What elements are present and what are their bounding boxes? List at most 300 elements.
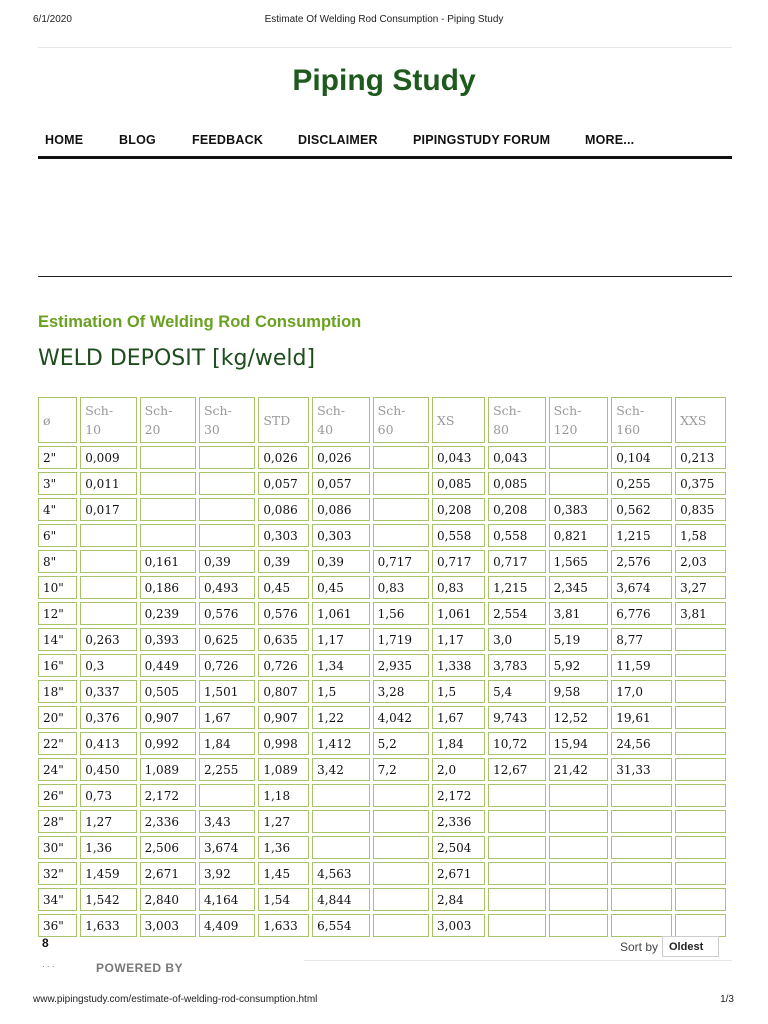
table-cell: 6,554 [312, 914, 369, 937]
table-cell [675, 732, 726, 755]
table-row [38, 498, 726, 521]
table-cell: 5,2 [373, 732, 429, 755]
table-cell: 1,089 [140, 758, 196, 781]
dots-icon: · · · [42, 962, 55, 971]
pipe-size-cell: 28" [38, 810, 77, 833]
table-cell: 0,505 [140, 680, 196, 703]
table-cell: 3,92 [199, 862, 255, 885]
table-cell [488, 784, 545, 807]
table-cell: 0,085 [432, 472, 485, 495]
table-cell: 0,043 [488, 446, 545, 469]
table-cell: 3,783 [488, 654, 545, 677]
table-heading: WELD DEPOSIT [kg/weld] [38, 346, 316, 371]
pipe-size-cell: 24" [38, 758, 77, 781]
table-cell: 0,383 [549, 498, 609, 521]
column-header [432, 397, 485, 443]
table-cell [488, 862, 545, 885]
table-cell: 1,22 [312, 706, 369, 729]
table-cell [549, 836, 609, 859]
column-header-sublabel: 80 [493, 422, 509, 437]
table-cell: 0,086 [258, 498, 309, 521]
table-cell: 1,633 [80, 914, 136, 937]
page-number: 1/3 [720, 994, 734, 1005]
table-cell: 12,52 [549, 706, 609, 729]
table-cell: 0,635 [258, 628, 309, 651]
column-header-sublabel: 120 [553, 422, 578, 437]
table-cell: 1,459 [80, 862, 136, 885]
table-row [38, 888, 726, 911]
table-cell [312, 836, 369, 859]
table-cell [80, 576, 136, 599]
table-cell [373, 784, 429, 807]
table-cell: 0,821 [549, 524, 609, 547]
weld-deposit-table [35, 394, 729, 940]
table-cell: 24,56 [611, 732, 672, 755]
table-cell [373, 810, 429, 833]
table-cell [675, 706, 726, 729]
table-cell: 1,27 [80, 810, 136, 833]
table-cell: 1,58 [675, 524, 726, 547]
column-header-sublabel: 160 [616, 422, 641, 437]
table-cell [199, 524, 255, 547]
table-cell: 1,84 [432, 732, 485, 755]
table-cell: 4,844 [312, 888, 369, 911]
pipe-size-cell: 4" [38, 498, 77, 521]
table-cell: 0,303 [258, 524, 309, 547]
table-cell: 1,633 [258, 914, 309, 937]
table-cell: 1,67 [432, 706, 485, 729]
table-cell: 1,215 [611, 524, 672, 547]
table-cell: 0,450 [80, 758, 136, 781]
header-divider [38, 47, 732, 48]
table-cell [199, 784, 255, 807]
table-cell [373, 888, 429, 911]
table-cell [611, 888, 672, 911]
table-cell: 0,807 [258, 680, 309, 703]
table-cell: 8,77 [611, 628, 672, 651]
table-cell: 31,33 [611, 758, 672, 781]
table-cell: 0,992 [140, 732, 196, 755]
print-header [0, 14, 768, 30]
pipe-size-cell: 10" [38, 576, 77, 599]
table-cell: 0,213 [675, 446, 726, 469]
column-header [258, 397, 309, 443]
table-cell: 0,83 [373, 576, 429, 599]
table-cell [373, 862, 429, 885]
table-cell [80, 550, 136, 573]
table-cell [675, 654, 726, 677]
table-cell: 0,043 [432, 446, 485, 469]
table-cell: 4,164 [199, 888, 255, 911]
pipe-size-cell: 12" [38, 602, 77, 625]
table-cell: 1,67 [199, 706, 255, 729]
table-row [38, 862, 726, 885]
table-cell: 4,563 [312, 862, 369, 885]
table-cell: 4,042 [373, 706, 429, 729]
print-date: 6/1/2020 [33, 14, 72, 25]
table-cell: 0,998 [258, 732, 309, 755]
table-cell: 0,907 [140, 706, 196, 729]
table-cell: 17,0 [611, 680, 672, 703]
pipe-size-cell: 6" [38, 524, 77, 547]
column-header-label: ø [43, 412, 51, 428]
table-row [38, 836, 726, 859]
table-cell: 0,263 [80, 628, 136, 651]
column-header-sublabel: 20 [144, 422, 161, 437]
table-cell: 0,717 [432, 550, 485, 573]
pipe-size-cell: 3" [38, 472, 77, 495]
table-cell: 1,54 [258, 888, 309, 911]
table-cell: 0,907 [258, 706, 309, 729]
table-cell: 0,057 [312, 472, 369, 495]
table-cell [675, 810, 726, 833]
table-cell: 5,19 [549, 628, 609, 651]
column-header-label: Sch- [616, 403, 645, 418]
table-cell [140, 446, 196, 469]
pipe-size-cell: 26" [38, 784, 77, 807]
table-cell: 4,409 [199, 914, 255, 937]
table-cell [549, 810, 609, 833]
table-cell: 0,208 [432, 498, 485, 521]
sort-select[interactable]: Oldest [662, 936, 719, 957]
table-cell: 1,27 [258, 810, 309, 833]
table-cell [675, 628, 726, 651]
table-cell [675, 758, 726, 781]
column-header-sublabel: 40 [317, 422, 334, 437]
column-header-label: Sch- [553, 403, 582, 418]
table-cell: 0,186 [140, 576, 196, 599]
table-cell: 2,172 [432, 784, 485, 807]
pipe-size-cell: 2" [38, 446, 77, 469]
table-cell [199, 472, 255, 495]
table-cell: 0,73 [80, 784, 136, 807]
powered-by-label: POWERED BY [96, 961, 184, 975]
table-cell: 1,719 [373, 628, 429, 651]
table-cell: 0,017 [80, 498, 136, 521]
table-cell: 0,3 [80, 654, 136, 677]
table-cell [488, 836, 545, 859]
table-cell: 0,085 [488, 472, 545, 495]
table-cell [488, 810, 545, 833]
table-cell: 0,161 [140, 550, 196, 573]
table-cell: 0,562 [611, 498, 672, 521]
table-cell: 0,026 [312, 446, 369, 469]
comments-divider [304, 960, 732, 961]
table-cell: 0,45 [312, 576, 369, 599]
pipe-size-cell: 36" [38, 914, 77, 937]
table-cell: 1,061 [312, 602, 369, 625]
content-divider [38, 276, 732, 277]
table-cell: 0,057 [258, 472, 309, 495]
table-cell [675, 836, 726, 859]
table-cell [199, 446, 255, 469]
table-cell: 1,36 [80, 836, 136, 859]
table-cell: 2,255 [199, 758, 255, 781]
table-cell: 3,42 [312, 758, 369, 781]
table-row [38, 602, 726, 625]
table-cell: 2,935 [373, 654, 429, 677]
table-cell: 1,5 [312, 680, 369, 703]
table-cell: 1,565 [549, 550, 609, 573]
table-cell: 2,576 [611, 550, 672, 573]
table-row [38, 576, 726, 599]
table-cell: 1,56 [373, 602, 429, 625]
nav-item-disclaimer[interactable]: DISCLAIMER [298, 133, 378, 147]
column-header [488, 397, 545, 443]
table-cell: 3,003 [140, 914, 196, 937]
table-row [38, 680, 726, 703]
table-cell: 15,94 [549, 732, 609, 755]
table-cell: 0,239 [140, 602, 196, 625]
column-header-sublabel: 30 [203, 422, 220, 437]
pipe-size-cell: 34" [38, 888, 77, 911]
table-cell: 5,92 [549, 654, 609, 677]
column-header [80, 397, 136, 443]
pipe-size-cell: 16" [38, 654, 77, 677]
column-header-label: Sch- [493, 403, 521, 418]
column-header [38, 397, 77, 443]
table-cell: 2,84 [432, 888, 485, 911]
table-cell: 19,61 [611, 706, 672, 729]
pipe-size-cell: 14" [38, 628, 77, 651]
table-cell: 0,255 [611, 472, 672, 495]
nav-item-blog[interactable]: BLOG [119, 133, 156, 147]
table-cell: 0,717 [488, 550, 545, 573]
table-row [38, 758, 726, 781]
column-header-label: XS [437, 412, 455, 428]
table-cell: 0,39 [312, 550, 369, 573]
pipe-size-cell: 30" [38, 836, 77, 859]
table-cell: 0,39 [199, 550, 255, 573]
table-cell: 3,81 [549, 602, 609, 625]
table-cell: 0,376 [80, 706, 136, 729]
table-row [38, 446, 726, 469]
table-cell: 0,835 [675, 498, 726, 521]
table-cell [549, 784, 609, 807]
table-cell: 5,4 [488, 680, 545, 703]
table-cell: 0,413 [80, 732, 136, 755]
page-url: www.pipingstudy.com/estimate-of-welding-rod-consumption.html [33, 994, 318, 1005]
table-cell: 3,81 [675, 602, 726, 625]
table-cell: 2,506 [140, 836, 196, 859]
table-cell: 0,026 [258, 446, 309, 469]
table-cell: 6,776 [611, 602, 672, 625]
table-cell: 3,003 [432, 914, 485, 937]
table-cell: 0,375 [675, 472, 726, 495]
table-cell [675, 680, 726, 703]
table-cell: 1,089 [258, 758, 309, 781]
nav-item-more[interactable]: MORE... [585, 133, 635, 147]
table-cell: 1,18 [258, 784, 309, 807]
table-row [38, 706, 726, 729]
pipe-size-cell: 22" [38, 732, 77, 755]
table-cell [549, 888, 609, 911]
table-cell [549, 472, 609, 495]
table-cell: 0,303 [312, 524, 369, 547]
table-cell: 1,338 [432, 654, 485, 677]
table-cell: 2,0 [432, 758, 485, 781]
table-cell: 0,625 [199, 628, 255, 651]
print-footer [0, 994, 768, 1010]
nav-item-home[interactable]: HOME [45, 133, 84, 147]
nav-item-forum[interactable]: PIPINGSTUDY FORUM [413, 133, 551, 147]
column-header [611, 397, 672, 443]
column-header [199, 397, 255, 443]
table-cell [373, 498, 429, 521]
table-cell: 3,27 [675, 576, 726, 599]
table-cell: 2,671 [432, 862, 485, 885]
table-cell [611, 810, 672, 833]
column-header-label: Sch- [144, 403, 173, 418]
table-cell: 2,345 [549, 576, 609, 599]
column-header-sublabel: 60 [377, 422, 394, 437]
table-cell: 1,45 [258, 862, 309, 885]
table-cell [312, 784, 369, 807]
table-cell [373, 836, 429, 859]
main-navigation [38, 128, 732, 159]
table-cell: 2,504 [432, 836, 485, 859]
table-cell [373, 524, 429, 547]
table-cell [140, 472, 196, 495]
table-cell: 0,717 [373, 550, 429, 573]
table-cell: 0,009 [80, 446, 136, 469]
table-header-row [38, 397, 726, 443]
table-cell: 0,449 [140, 654, 196, 677]
table-cell [611, 784, 672, 807]
column-header-label: Sch- [317, 403, 346, 418]
table-cell: 0,086 [312, 498, 369, 521]
table-row [38, 472, 726, 495]
table-cell: 0,011 [80, 472, 136, 495]
table-cell: 7,2 [373, 758, 429, 781]
table-cell [611, 836, 672, 859]
column-header-label: XXS [680, 412, 707, 428]
column-header [140, 397, 196, 443]
column-header [675, 397, 726, 443]
table-cell: 0,337 [80, 680, 136, 703]
column-header [312, 397, 369, 443]
pipe-size-cell: 32" [38, 862, 77, 885]
table-cell: 0,83 [432, 576, 485, 599]
table-cell [675, 862, 726, 885]
table-cell [675, 784, 726, 807]
table-cell: 1,17 [432, 628, 485, 651]
table-row [38, 784, 726, 807]
table-cell: 9,743 [488, 706, 545, 729]
table-cell [80, 524, 136, 547]
table-row [38, 810, 726, 833]
column-header-label: Sch- [203, 403, 232, 418]
table-cell: 1,36 [258, 836, 309, 859]
table-cell: 0,726 [258, 654, 309, 677]
table-cell: 0,104 [611, 446, 672, 469]
table-cell: 1,412 [312, 732, 369, 755]
table-cell: 2,03 [675, 550, 726, 573]
table-cell: 2,336 [432, 810, 485, 833]
table-cell: 2,172 [140, 784, 196, 807]
table-cell: 1,501 [199, 680, 255, 703]
table-cell: 0,576 [199, 602, 255, 625]
table-cell: 2,840 [140, 888, 196, 911]
column-header-label: STD [263, 412, 291, 428]
table-cell: 0,726 [199, 654, 255, 677]
table-cell: 2,336 [140, 810, 196, 833]
table-cell [549, 446, 609, 469]
column-header-sublabel: 10 [85, 422, 102, 437]
table-cell [199, 498, 255, 521]
column-header-label: Sch- [377, 403, 406, 418]
table-cell [488, 888, 545, 911]
pipe-size-cell: 18" [38, 680, 77, 703]
table-row [38, 654, 726, 677]
table-cell: 9,58 [549, 680, 609, 703]
table-cell: 0,558 [488, 524, 545, 547]
column-header [373, 397, 429, 443]
table-cell [140, 524, 196, 547]
pipe-size-cell: 8" [38, 550, 77, 573]
table-cell [80, 602, 136, 625]
table-cell [373, 446, 429, 469]
post-title: Estimation Of Welding Rod Consumption [38, 313, 362, 331]
table-cell: 10,72 [488, 732, 545, 755]
table-row [38, 732, 726, 755]
table-cell [140, 498, 196, 521]
table-cell: 3,674 [199, 836, 255, 859]
sort-label: Sort by [620, 940, 659, 954]
table-cell: 21,42 [549, 758, 609, 781]
table-cell: 1,17 [312, 628, 369, 651]
table-cell: 0,393 [140, 628, 196, 651]
table-cell: 2,671 [140, 862, 196, 885]
table-cell: 1,5 [432, 680, 485, 703]
table-cell: 3,43 [199, 810, 255, 833]
table-cell: 0,208 [488, 498, 545, 521]
table-cell: 3,28 [373, 680, 429, 703]
table-cell: 0,39 [258, 550, 309, 573]
table-cell: 0,45 [258, 576, 309, 599]
table-cell: 1,061 [432, 602, 485, 625]
comments-section [38, 932, 732, 992]
table-cell: 1,215 [488, 576, 545, 599]
table-cell: 3,674 [611, 576, 672, 599]
print-document-title: Estimate Of Welding Rod Consumption - Piping Study [264, 14, 504, 25]
table-cell [312, 810, 369, 833]
table-cell: 11,59 [611, 654, 672, 677]
table-cell: 1,84 [199, 732, 255, 755]
table-row [38, 550, 726, 573]
table-row [38, 628, 726, 651]
table-cell [611, 862, 672, 885]
column-header-label: Sch- [85, 403, 114, 418]
column-header [549, 397, 609, 443]
table-cell [549, 862, 609, 885]
stray-mark: 8 [42, 936, 49, 950]
table-cell: 0,558 [432, 524, 485, 547]
site-title[interactable]: Piping Study [292, 64, 476, 97]
pipe-size-cell: 20" [38, 706, 77, 729]
table-cell [373, 472, 429, 495]
table-cell: 3,0 [488, 628, 545, 651]
table-cell: 1,542 [80, 888, 136, 911]
table-cell [675, 888, 726, 911]
table-cell: 0,493 [199, 576, 255, 599]
table-cell: 12,67 [488, 758, 545, 781]
nav-item-feedback[interactable]: FEEDBACK [192, 133, 264, 147]
table-cell: 0,576 [258, 602, 309, 625]
table-cell: 1,34 [312, 654, 369, 677]
table-row [38, 524, 726, 547]
table-cell: 2,554 [488, 602, 545, 625]
